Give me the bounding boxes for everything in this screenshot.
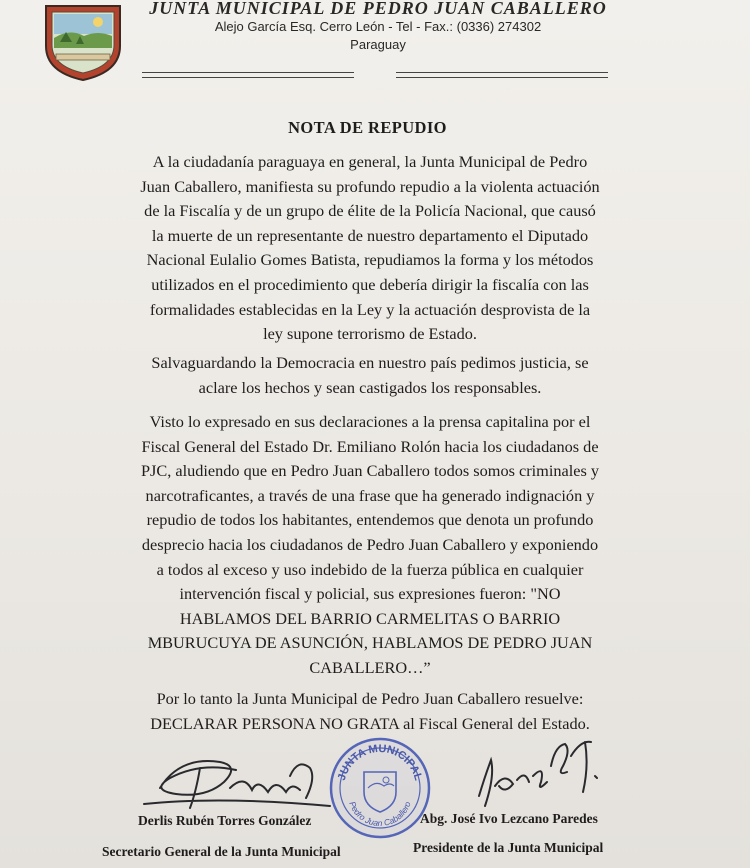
paragraph-line: PJC, aludiendo que en Pedro Juan Caballero todos somos criminales y: [140, 461, 600, 481]
paragraph-line: DECLARAR PERSONA NO GRATA al Fiscal General del Estado.: [150, 713, 590, 733]
paragraph-line: Nacional Eulalio Gomes Batista, repudiamos la forma y los métodos: [146, 250, 594, 270]
svg-text:Pedro Juan Caballero: Pedro Juan Caballero: [347, 800, 413, 828]
svg-text:JUNTA MUNICIPAL: JUNTA MUNICIPAL: [335, 742, 425, 782]
paragraph-line: repudio de todos los habitantes, entendemos que denota un profundo: [146, 510, 594, 530]
paragraph-line: MBURUCUYA DE ASUNCIÓN, HABLAMOS DE PEDRO JUAN: [147, 633, 593, 653]
header-rule-left: [142, 72, 354, 78]
signatory-right-role: Presidente de la Junta Municipal: [413, 840, 604, 855]
municipal-coat-of-arms-icon: [40, 2, 126, 82]
paragraph-line: utilizados en el procedimiento que debería dirigir la fiscalía con las: [151, 274, 589, 294]
paragraph-line: Salvaguardando la Democracia en nuestro país pedimos justicia, se: [151, 353, 589, 372]
paragraph-line: intervención fiscal y policial, sus expresiones fueron: "NO: [179, 584, 561, 604]
municipal-seal-icon: [328, 736, 432, 840]
paragraph-line: Fiscal General del Estado Dr. Emiliano Rolón hacia los ciudadanos de: [141, 436, 599, 456]
paragraph-line: formalidades establecidas en la Ley y la actuación desprovista de la: [149, 299, 591, 319]
signatory-right-name: Abg. José Ivo Lezcano Paredes: [420, 811, 598, 826]
paragraph-line: CABALLERO…”: [309, 657, 431, 677]
paragraph-line: desprecio hacia los ciudadanos de Pedro Juan Caballero y exponiendo: [141, 534, 599, 554]
paragraph-line: Visto lo expresado en sus declaraciones a la prensa capitalina por el: [149, 412, 591, 431]
paragraph-line: HABLAMOS DEL BARRIO CARMELITAS O BARRIO: [179, 608, 561, 628]
paragraph-line: a todos al exceso y uso indebido de la fuerza pública en cualquier: [156, 559, 584, 579]
paragraph-2: [95, 351, 645, 400]
paragraph-line: la muerte de un representante de nuestro departamento el Diputado: [151, 225, 589, 245]
institution-address: Alejo García Esq. Cerro León - Tel - Fax.: (0336) 274302: [214, 19, 542, 34]
paragraph-line: Juan Caballero, manifiesta su profundo repudio a la violenta actuación: [140, 176, 600, 196]
paragraph-line: A la ciudadanía paraguaya en general, la Junta Municipal de Pedro: [152, 152, 588, 171]
paragraph-line: Por lo tanto la Junta Municipal de Pedro Juan Caballero resuelve:: [156, 689, 584, 708]
signatory-left-name: Derlis Rubén Torres González: [138, 813, 312, 828]
paragraph-3: [90, 410, 650, 681]
document-title: NOTA DE REPUDIO: [288, 118, 447, 137]
paragraph-line: de la Fiscalía y de un grupo de élite de la Policía Nacional, que causó: [144, 201, 596, 221]
signature-right-icon: [455, 736, 615, 816]
paragraph-line: ley supone terrorismo de Estado.: [263, 324, 477, 344]
signature-left-icon: [140, 748, 340, 818]
paragraph-4: [85, 687, 655, 736]
paragraph-1: [90, 150, 650, 347]
paragraph-line: aclare los hechos y sean castigados los responsables.: [198, 377, 542, 397]
institution-name: JUNTA MUNICIPAL DE PEDRO JUAN CABALLERO: [149, 0, 607, 18]
signatory-left-role: Secretario General de la Junta Municipal: [102, 844, 341, 859]
paragraph-line: narcotraficantes, a través de una frase que ha generado indignación y: [145, 485, 595, 505]
institution-country: Paraguay: [350, 37, 406, 52]
header-rule-right: [396, 72, 608, 78]
